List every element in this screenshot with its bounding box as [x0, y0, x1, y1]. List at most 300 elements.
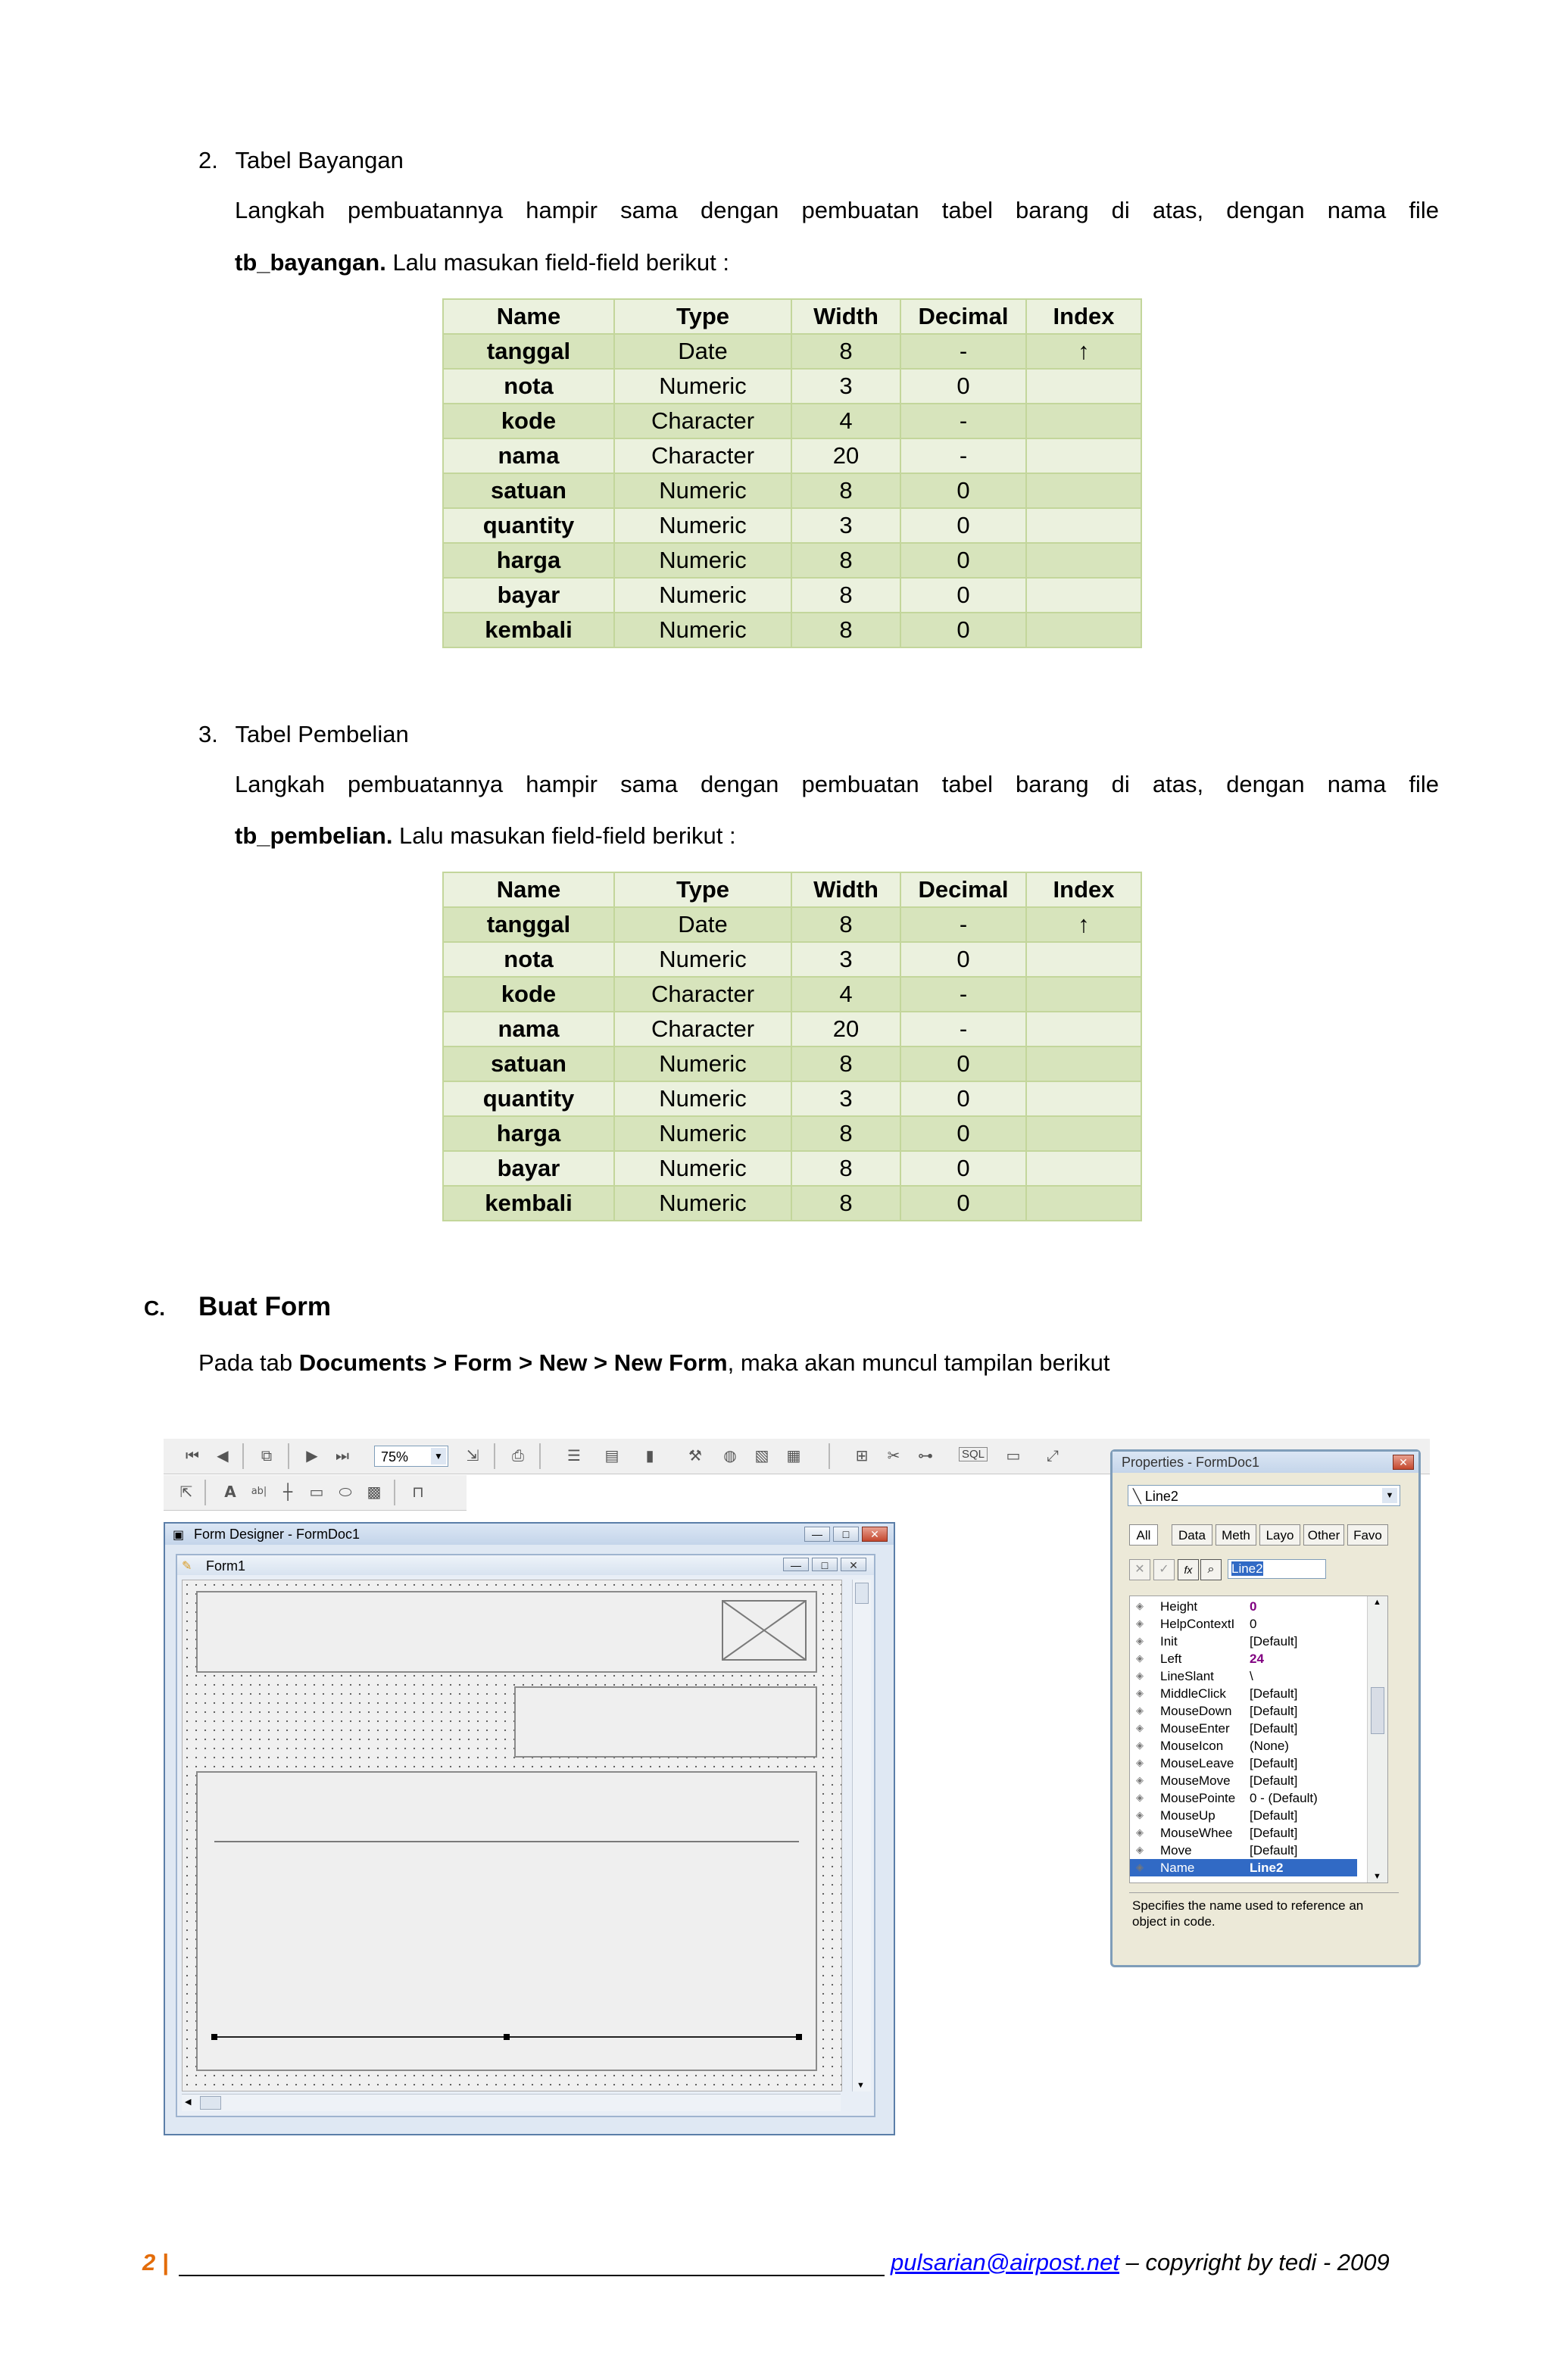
- property-type-icon: ◈: [1136, 1826, 1144, 1838]
- property-value: [Default]: [1250, 1686, 1298, 1701]
- copy-pages-icon[interactable]: ⧉: [261, 1446, 273, 1464]
- property-type-icon: ◈: [1136, 1652, 1144, 1664]
- table-cell: [1026, 942, 1141, 977]
- property-type-icon: ◈: [1136, 1600, 1144, 1611]
- form-designer-titlebar: [165, 1524, 894, 1545]
- form-designer-window: [164, 1522, 895, 2135]
- property-name: LineSlant: [1160, 1669, 1214, 1683]
- table-cell: quantity: [443, 1081, 614, 1116]
- tab-other[interactable]: Other: [1303, 1524, 1344, 1546]
- item-3-heading: [198, 719, 409, 750]
- zoom-select[interactable]: [374, 1446, 448, 1467]
- section-c-heading: Buat Form: [198, 1292, 331, 1321]
- property-value: \: [1250, 1669, 1253, 1683]
- table-cell: [1026, 508, 1141, 543]
- pointer-icon[interactable]: ⇱: [179, 1483, 193, 1501]
- property-value: [Default]: [1250, 1756, 1298, 1770]
- properties-window: [1110, 1449, 1421, 1967]
- container-header[interactable]: [196, 1591, 817, 1673]
- table-cell: 8: [791, 613, 900, 647]
- image-tool-icon[interactable]: ▩: [367, 1483, 382, 1501]
- align-icon[interactable]: ☰: [567, 1446, 581, 1464]
- property-description: Specifies the name used to reference an object in code.: [1129, 1892, 1399, 1951]
- first-record-icon[interactable]: ⏮: [186, 1446, 199, 1464]
- table-cell: Character: [614, 438, 791, 473]
- form-canvas[interactable]: [182, 1580, 842, 2091]
- table-cell: 0: [900, 942, 1026, 977]
- table-cell: kembali: [443, 1186, 614, 1221]
- table-cell: Numeric: [614, 613, 791, 647]
- property-name: MouseLeave: [1160, 1756, 1234, 1770]
- form-icon[interactable]: ▦: [786, 1446, 801, 1464]
- layout-icon[interactable]: ▤: [604, 1446, 619, 1464]
- column-header: Decimal: [900, 299, 1026, 334]
- column-header: Name: [443, 872, 614, 907]
- table-cell: 0: [900, 1151, 1026, 1186]
- scroll-left-icon[interactable]: ◀: [185, 2098, 192, 2107]
- minimize-button[interactable]: —: [804, 1527, 830, 1542]
- table-cell: Date: [614, 907, 791, 942]
- cancel-icon[interactable]: ✕: [1129, 1559, 1150, 1580]
- table-header-row: [443, 872, 1141, 907]
- table-row: [443, 508, 1141, 543]
- table-cell: nama: [443, 438, 614, 473]
- property-name: MouseWhee: [1160, 1826, 1233, 1840]
- window-icon[interactable]: ▭: [1006, 1446, 1021, 1464]
- table-cell: Numeric: [614, 508, 791, 543]
- table-cell: [1026, 1012, 1141, 1047]
- table-cell: 8: [791, 334, 900, 369]
- table-cell: Numeric: [614, 473, 791, 508]
- property-row[interactable]: [1130, 1772, 1357, 1789]
- property-row[interactable]: [1130, 1667, 1357, 1685]
- form-designer-icon: ▣: [173, 1529, 185, 1542]
- image-placeholder-icon[interactable]: [722, 1600, 807, 1661]
- property-name: MouseIcon: [1160, 1739, 1224, 1753]
- table-row: [443, 1047, 1141, 1081]
- field-table-pembelian: [442, 872, 1142, 1221]
- property-name: Left: [1160, 1652, 1182, 1666]
- property-name: MousePointe: [1160, 1791, 1236, 1805]
- section-c-instruction: [198, 1348, 1109, 1378]
- function-icon[interactable]: fx: [1178, 1559, 1199, 1580]
- property-value: 0: [1250, 1617, 1257, 1631]
- table-cell: [1026, 977, 1141, 1012]
- instruction-prefix: Pada tab: [198, 1349, 299, 1376]
- column-header: Decimal: [900, 872, 1026, 907]
- selection-handle[interactable]: [211, 2034, 217, 2040]
- tab-favorites[interactable]: Favo: [1347, 1524, 1388, 1546]
- property-type-icon: ◈: [1136, 1705, 1144, 1716]
- table-cell: kode: [443, 977, 614, 1012]
- table-cell: 8: [791, 473, 900, 508]
- table-cell: Numeric: [614, 1047, 791, 1081]
- next-record-icon[interactable]: ▶: [306, 1446, 318, 1464]
- property-row[interactable]: [1130, 1807, 1357, 1824]
- copyright-text: – copyright by tedi - 2009: [1125, 2249, 1390, 2276]
- container-body[interactable]: [196, 1771, 817, 2071]
- table-cell: 20: [791, 438, 900, 473]
- table-cell: [1026, 1116, 1141, 1151]
- table-cell: harga: [443, 543, 614, 578]
- previous-record-icon[interactable]: ◀: [217, 1446, 229, 1464]
- property-row[interactable]: [1130, 1789, 1357, 1807]
- line-divider[interactable]: [214, 1841, 799, 1842]
- property-value: 24: [1250, 1652, 1264, 1666]
- table-cell: -: [900, 404, 1026, 438]
- instruction-suffix: , maka akan muncul tampilan berikut: [727, 1349, 1110, 1376]
- table-cell: 0: [900, 613, 1026, 647]
- property-value-text: Line2: [1231, 1561, 1263, 1576]
- table-cell: 0: [900, 508, 1026, 543]
- property-value: 0 - (Default): [1250, 1791, 1318, 1805]
- property-value: 0: [1250, 1599, 1257, 1614]
- property-list[interactable]: [1129, 1596, 1388, 1883]
- table-cell: tanggal: [443, 907, 614, 942]
- property-type-icon: ◈: [1136, 1687, 1144, 1698]
- table-cell: 0: [900, 1116, 1026, 1151]
- scroll-down-icon[interactable]: ▼: [1373, 1872, 1381, 1881]
- table-cell: [1026, 613, 1141, 647]
- table-cell: nota: [443, 942, 614, 977]
- folder-icon[interactable]: ▮: [645, 1446, 654, 1464]
- file-name: tb_bayangan.: [235, 249, 386, 276]
- form1-maximize-button[interactable]: □: [812, 1558, 838, 1571]
- property-value-input[interactable]: [1228, 1559, 1326, 1579]
- table-cell: [1026, 404, 1141, 438]
- table-cell: Numeric: [614, 1116, 791, 1151]
- property-name: Move: [1160, 1843, 1192, 1858]
- table-cell: [1026, 1151, 1141, 1186]
- property-type-icon: ◈: [1136, 1757, 1144, 1768]
- property-row[interactable]: [1130, 1650, 1357, 1667]
- table-row: [443, 977, 1141, 1012]
- table-cell: ↑: [1026, 334, 1141, 369]
- scroll-thumb[interactable]: [200, 2096, 221, 2110]
- table-cell: 8: [791, 578, 900, 613]
- property-row[interactable]: [1130, 1598, 1357, 1615]
- sql-button[interactable]: SQL: [959, 1447, 988, 1461]
- property-edit-bar: [1129, 1558, 1409, 1580]
- table-cell: 8: [791, 1116, 900, 1151]
- property-row[interactable]: [1130, 1842, 1357, 1859]
- tab-layout[interactable]: Layo: [1259, 1524, 1300, 1546]
- item-2-heading: [198, 145, 404, 176]
- table-cell: 3: [791, 369, 900, 404]
- line-object-icon: ╲: [1133, 1489, 1141, 1504]
- ellipse-tool-icon[interactable]: ⬭: [339, 1483, 352, 1501]
- form1-window: [176, 1554, 875, 2117]
- field-table-bayangan: [442, 298, 1142, 648]
- property-type-icon: ◈: [1136, 1792, 1144, 1803]
- table-cell: Numeric: [614, 1081, 791, 1116]
- table-row: [443, 907, 1141, 942]
- object-select[interactable]: [1128, 1485, 1400, 1506]
- textbox-tool-icon[interactable]: ab|: [251, 1486, 267, 1497]
- table-row: [443, 1116, 1141, 1151]
- table-cell: 0: [900, 1186, 1026, 1221]
- table-row: [443, 543, 1141, 578]
- table-cell: 0: [900, 473, 1026, 508]
- property-type-icon: ◈: [1136, 1722, 1144, 1733]
- selection-handle[interactable]: [504, 2034, 510, 2040]
- property-type-icon: ◈: [1136, 1617, 1144, 1629]
- table-row: [443, 1151, 1141, 1186]
- item-3-description-line1: Langkah pembuatannya hampir sama dengan pembuatan tabel barang di atas, dengan nama file: [235, 771, 1439, 797]
- property-value: Line2: [1250, 1861, 1284, 1875]
- property-row[interactable]: [1130, 1737, 1357, 1755]
- footer-credit: [891, 2249, 1390, 2276]
- scroll-thumb[interactable]: [1371, 1687, 1384, 1734]
- property-value: [Default]: [1250, 1826, 1298, 1840]
- object-select-value: Line2: [1144, 1489, 1178, 1504]
- table-cell: tanggal: [443, 334, 614, 369]
- description-tail: Lalu masukan field-field berikut :: [385, 249, 730, 276]
- color-palette-icon[interactable]: ◍: [723, 1446, 737, 1464]
- last-record-icon[interactable]: ⏭: [335, 1446, 349, 1464]
- table-cell: [1026, 438, 1141, 473]
- email-link[interactable]: pulsarian@airpost.net: [891, 2249, 1120, 2276]
- form-icon: ✎: [182, 1560, 192, 1573]
- table-cell: satuan: [443, 1047, 614, 1081]
- property-name: Height: [1160, 1599, 1198, 1614]
- table-cell: -: [900, 334, 1026, 369]
- property-row[interactable]: [1130, 1859, 1357, 1876]
- table-row: [443, 1186, 1141, 1221]
- table-cell: 8: [791, 1047, 900, 1081]
- table-row: [443, 578, 1141, 613]
- properties-close-button[interactable]: ✕: [1393, 1455, 1414, 1470]
- item-2-description-line1: Langkah pembuatannya hampir sama dengan pembuatan tabel barang di atas, dengan nama file: [235, 197, 1439, 223]
- table-cell: Character: [614, 404, 791, 438]
- table-cell: nota: [443, 369, 614, 404]
- table-cell: [1026, 1047, 1141, 1081]
- column-header: Index: [1026, 299, 1141, 334]
- table-cell: 0: [900, 543, 1026, 578]
- table-cell: -: [900, 907, 1026, 942]
- table-row: [443, 613, 1141, 647]
- table-row: [443, 334, 1141, 369]
- properties-title: Properties - FormDoc1: [1122, 1455, 1260, 1470]
- property-row[interactable]: [1130, 1633, 1357, 1650]
- property-type-icon: ◈: [1136, 1670, 1144, 1681]
- property-value: [Default]: [1250, 1773, 1298, 1788]
- property-name: Init: [1160, 1634, 1178, 1649]
- property-row[interactable]: [1130, 1615, 1357, 1633]
- table-cell: -: [900, 1012, 1026, 1047]
- item-number: 2.: [198, 147, 218, 173]
- table-cell: ↑: [1026, 907, 1141, 942]
- form1-titlebar: [177, 1555, 874, 1575]
- lock-icon[interactable]: ⊓: [412, 1483, 424, 1501]
- table-cell: 3: [791, 508, 900, 543]
- column-header: Index: [1026, 872, 1141, 907]
- print-icon[interactable]: ⎙: [512, 1446, 524, 1464]
- code-icon[interactable]: ▧: [754, 1446, 769, 1464]
- description-tail: Lalu masukan field-field berikut :: [392, 822, 736, 849]
- accept-icon[interactable]: ✓: [1153, 1559, 1175, 1580]
- form-designer-screenshot: [164, 1439, 1430, 2135]
- table-cell: -: [900, 977, 1026, 1012]
- table-cell: Numeric: [614, 1186, 791, 1221]
- property-type-icon: ◈: [1136, 1809, 1144, 1820]
- table-cell: Numeric: [614, 942, 791, 977]
- item-title: Tabel Pembelian: [235, 721, 409, 747]
- property-row[interactable]: [1130, 1755, 1357, 1772]
- property-value: [Default]: [1250, 1808, 1298, 1823]
- label-tool-icon[interactable]: A: [224, 1483, 236, 1501]
- property-value: [Default]: [1250, 1704, 1298, 1718]
- property-name: MouseUp: [1160, 1808, 1216, 1823]
- table-cell: 0: [900, 578, 1026, 613]
- table-cell: nama: [443, 1012, 614, 1047]
- table-row: [443, 438, 1141, 473]
- table-cell: Numeric: [614, 1151, 791, 1186]
- table-cell: 20: [791, 1012, 900, 1047]
- section-c-label: C.: [144, 1296, 165, 1320]
- table-cell: bayar: [443, 578, 614, 613]
- table-cell: 8: [791, 543, 900, 578]
- file-name: tb_pembelian.: [235, 822, 393, 849]
- import-icon[interactable]: ⇲: [466, 1446, 479, 1464]
- property-name: MouseDown: [1160, 1704, 1232, 1718]
- form-designer-title: Form Designer - FormDoc1: [194, 1527, 360, 1542]
- column-header: Width: [791, 872, 900, 907]
- selection-handle[interactable]: [796, 2034, 802, 2040]
- table-cell: 0: [900, 1081, 1026, 1116]
- property-type-icon: ◈: [1136, 1635, 1144, 1646]
- property-type-icon: ◈: [1136, 1844, 1144, 1855]
- horizontal-scrollbar[interactable]: [182, 2094, 841, 2111]
- maximize-button[interactable]: □: [833, 1527, 859, 1542]
- footer-rule: [179, 2275, 885, 2276]
- toolbar-form-controls: [164, 1475, 467, 1511]
- item-number: 3.: [198, 721, 218, 747]
- page-number: 2 |: [142, 2249, 169, 2276]
- property-name: Name: [1160, 1861, 1195, 1875]
- run-icon[interactable]: ✂: [887, 1446, 900, 1464]
- table-cell: [1026, 543, 1141, 578]
- property-row[interactable]: [1130, 1685, 1357, 1702]
- scroll-up-icon[interactable]: ▲: [1373, 1598, 1381, 1607]
- properties-titlebar: [1113, 1452, 1418, 1473]
- table-cell: [1026, 369, 1141, 404]
- scroll-down-icon[interactable]: ▼: [857, 2081, 865, 2090]
- table-cell: -: [900, 438, 1026, 473]
- property-list-scrollbar[interactable]: [1367, 1596, 1387, 1882]
- table-row: [443, 404, 1141, 438]
- table-cell: 4: [791, 404, 900, 438]
- property-name: MouseEnter: [1160, 1721, 1230, 1736]
- property-type-icon: ◈: [1136, 1739, 1144, 1751]
- property-value: [Default]: [1250, 1843, 1298, 1858]
- chevron-down-icon[interactable]: ▼: [431, 1448, 446, 1464]
- table-row: [443, 1012, 1141, 1047]
- chevron-down-icon[interactable]: ▼: [1382, 1488, 1397, 1503]
- property-row[interactable]: [1130, 1702, 1357, 1720]
- form1-close-button[interactable]: ✕: [841, 1558, 866, 1571]
- line-tool-icon[interactable]: ┼: [282, 1483, 293, 1501]
- table-cell: satuan: [443, 473, 614, 508]
- table-cell: bayar: [443, 1151, 614, 1186]
- table-row: [443, 942, 1141, 977]
- scroll-thumb[interactable]: [855, 1583, 869, 1604]
- table-cell: Numeric: [614, 578, 791, 613]
- table-header-row: [443, 299, 1141, 334]
- table-cell: Date: [614, 334, 791, 369]
- property-name: MouseMove: [1160, 1773, 1231, 1788]
- table-cell: [1026, 578, 1141, 613]
- vertical-scrollbar[interactable]: [852, 1580, 871, 2091]
- table-cell: kode: [443, 404, 614, 438]
- table-cell: 0: [900, 1047, 1026, 1081]
- property-row[interactable]: [1130, 1824, 1357, 1842]
- table-cell: 8: [791, 1186, 900, 1221]
- item-title: Tabel Bayangan: [235, 147, 404, 173]
- tools-icon[interactable]: ⚒: [688, 1446, 702, 1464]
- data-environment-icon[interactable]: ⊞: [855, 1446, 869, 1464]
- property-type-icon: ◈: [1136, 1861, 1144, 1873]
- table-cell: 4: [791, 977, 900, 1012]
- column-header: Type: [614, 872, 791, 907]
- form1-minimize-button[interactable]: —: [783, 1558, 809, 1571]
- table-row: [443, 1081, 1141, 1116]
- column-header: Width: [791, 299, 900, 334]
- table-cell: quantity: [443, 508, 614, 543]
- wizard-icon[interactable]: ⤢: [1047, 1446, 1059, 1464]
- table-cell: 8: [791, 907, 900, 942]
- zoom-value: 75%: [381, 1449, 409, 1464]
- item-2-description-line2: [235, 248, 729, 278]
- tab-all[interactable]: All: [1129, 1524, 1158, 1546]
- tab-data[interactable]: Data: [1172, 1524, 1212, 1546]
- table-cell: Numeric: [614, 543, 791, 578]
- table-cell: Character: [614, 1012, 791, 1047]
- property-row[interactable]: [1130, 1720, 1357, 1737]
- table-row: [443, 473, 1141, 508]
- connections-icon[interactable]: ⊶: [918, 1446, 933, 1464]
- table-cell: harga: [443, 1116, 614, 1151]
- zoom-icon[interactable]: ⌕: [1200, 1559, 1222, 1580]
- property-name: HelpContextI: [1160, 1617, 1235, 1631]
- property-type-icon: ◈: [1136, 1774, 1144, 1786]
- table-cell: 0: [900, 369, 1026, 404]
- table-cell: 3: [791, 942, 900, 977]
- container-middle[interactable]: [514, 1686, 817, 1758]
- instruction-menu-path: Documents > Form > New > New Form: [298, 1349, 728, 1376]
- close-button[interactable]: ✕: [862, 1527, 888, 1542]
- table-row: [443, 369, 1141, 404]
- table-cell: [1026, 1186, 1141, 1221]
- property-value: [Default]: [1250, 1721, 1298, 1736]
- property-name: MiddleClick: [1160, 1686, 1226, 1701]
- tab-methods[interactable]: Meth: [1216, 1524, 1256, 1546]
- properties-tabs: [1129, 1524, 1409, 1546]
- property-value: (None): [1250, 1739, 1289, 1753]
- table-cell: Numeric: [614, 369, 791, 404]
- property-value: [Default]: [1250, 1634, 1298, 1649]
- table-cell: [1026, 473, 1141, 508]
- table-cell: 8: [791, 1151, 900, 1186]
- column-header: Type: [614, 299, 791, 334]
- column-header: Name: [443, 299, 614, 334]
- table-cell: kembali: [443, 613, 614, 647]
- item-3-description-line2: [235, 821, 736, 851]
- rectangle-tool-icon[interactable]: ▭: [309, 1483, 324, 1501]
- table-cell: [1026, 1081, 1141, 1116]
- table-cell: 3: [791, 1081, 900, 1116]
- table-cell: Character: [614, 977, 791, 1012]
